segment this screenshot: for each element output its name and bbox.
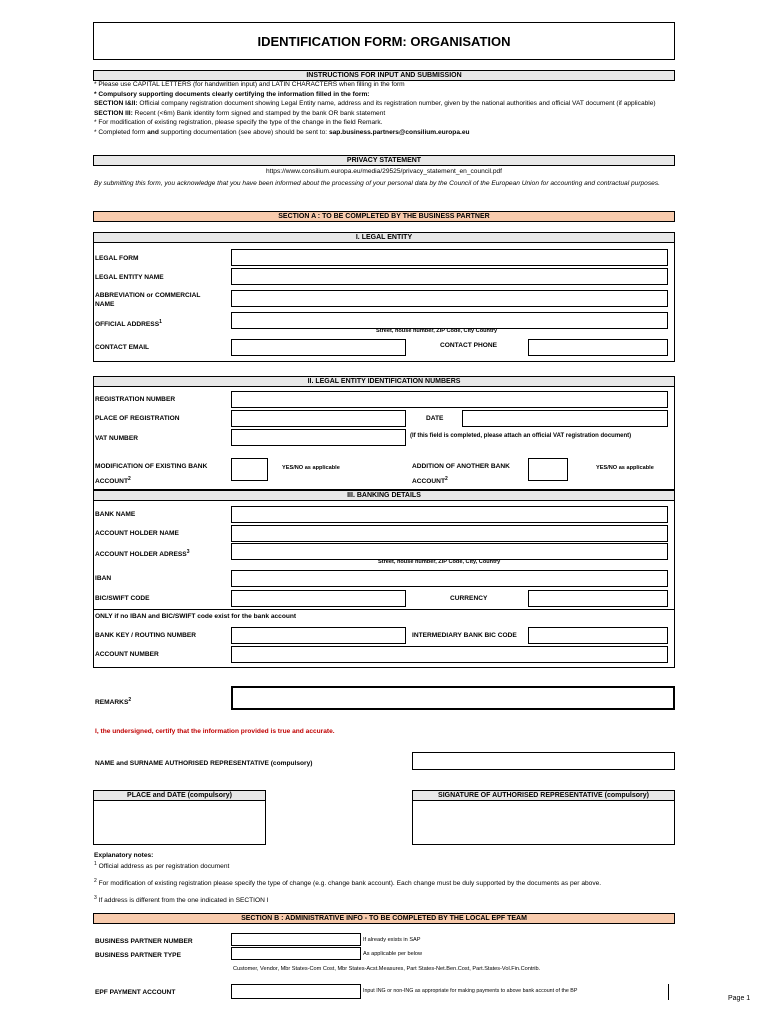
account-holder-name-label: ACCOUNT HOLDER NAME [95, 530, 179, 537]
bank-name-input[interactable] [231, 506, 668, 523]
legal-entity-name-input[interactable] [231, 268, 668, 285]
bp-number-input[interactable] [231, 933, 361, 946]
instruction-line-6-a: * Completed form [94, 128, 148, 136]
epf-account-label: EPF PAYMENT ACCOUNT [95, 989, 176, 996]
certify-statement: I, the undersigned, certify that the information provided is true and accurate. [95, 728, 335, 735]
date-label: DATE [426, 415, 444, 422]
addition-text: ADDITION OF ANOTHER BANK ACCOUNT [412, 463, 510, 486]
page-number: Page 1 [728, 995, 751, 1002]
instruction-line-4-text: Recent (<6m) Bank identity form signed and stamped by the bank OR bank statement [132, 109, 386, 117]
modification-text: MODIFICATION OF EXISTING BANK ACCOUNT [95, 463, 208, 486]
bp-type-input[interactable] [231, 947, 361, 960]
epf-account-input[interactable] [231, 984, 361, 999]
instruction-line-2: * Compulsory supporting documents clearly certifying the information filled in the form: [94, 90, 370, 98]
modification-input[interactable] [231, 458, 268, 481]
registration-number-label: REGISTRATION NUMBER [95, 396, 176, 403]
instruction-line-5: * For modification of existing registration, please specify the type of the change in the field Remark. [94, 119, 383, 126]
note-1 [94, 861, 229, 870]
vat-hint: (If this field is completed, please attach an official VAT registration document) [410, 433, 632, 439]
addition-sup: 2 [444, 476, 448, 482]
note-3 [94, 895, 269, 904]
bank-address-hint: Street, house number, ZIP Code, City, Country [378, 559, 501, 565]
note-3-text: If address is different from the one indicated in SECTION I [96, 897, 269, 905]
privacy-text: By submitting this form, you acknowledge that you have been informed about the processing of your personal data by the Council of the European Union for accounting and contractual purposes. [94, 180, 660, 187]
remarks-input[interactable] [231, 686, 675, 710]
instruction-line-4-bold: SECTION III: [94, 109, 133, 117]
legal-entity-name-label: LEGAL ENTITY NAME [95, 274, 164, 281]
registration-number-input[interactable] [231, 391, 668, 408]
addition-input[interactable] [528, 458, 568, 481]
signature-label: SIGNATURE OF AUTHORISED REPRESENTATIVE (compulsory) [412, 790, 675, 801]
place-date-label: PLACE and DATE (compulsory) [93, 790, 266, 801]
account-holder-address-label [95, 548, 190, 559]
instruction-line-4 [94, 109, 674, 119]
instructions-heading: INSTRUCTIONS FOR INPUT AND SUBMISSION [93, 70, 675, 81]
bp-number-label: BUSINESS PARTNER NUMBER [95, 938, 193, 945]
official-address-label [95, 318, 162, 329]
page-title: IDENTIFICATION FORM: ORGANISATION [93, 22, 675, 60]
currency-label: CURRENCY [450, 595, 488, 602]
bic-label: BIC/SWIFT CODE [95, 595, 150, 602]
currency-input[interactable] [528, 590, 668, 607]
legal-entity-heading: I. LEGAL ENTITY [93, 232, 675, 243]
name-surname-input[interactable] [412, 752, 675, 770]
note-2 [94, 878, 601, 887]
instruction-line-6-b: supporting documentation (see above) should be sent to: [158, 128, 329, 136]
account-holder-name-input[interactable] [231, 525, 668, 542]
instruction-line-6-and: and [147, 128, 159, 136]
official-address-text: OFFICIAL ADDRESS [95, 321, 160, 329]
bic-input[interactable] [231, 590, 406, 607]
note-3-sup: 3 [94, 895, 97, 901]
remarks-label [95, 696, 131, 707]
contact-email-label: CONTACT EMAIL [95, 344, 150, 351]
instruction-line-1: * Please use CAPITAL LETTERS (for handwritten input) and LATIN CHARACTERS when filling in the form [94, 81, 405, 88]
legal-form-input[interactable] [231, 249, 668, 266]
abbreviation-input[interactable] [231, 290, 668, 307]
contact-email-link[interactable]: sap.business.partners@consilium.europa.eu [328, 128, 470, 136]
vat-number-label: VAT NUMBER [95, 435, 138, 442]
note-2-text: For modification of existing registration please specify the type of change (e.g. change bank account). Each change must be duly supported by the documents as per above. [96, 880, 602, 888]
intermediary-input[interactable] [528, 627, 668, 644]
instruction-line-6 [94, 128, 674, 138]
instruction-line-3-bold: SECTION I&II: [94, 100, 138, 107]
account-number-input[interactable] [231, 646, 668, 663]
modification-yes-no-hint: YES/NO as applicable [282, 465, 340, 471]
remarks-text: REMARKS [95, 699, 129, 707]
privacy-url[interactable]: https://www.consilium.europa.eu/media/29525/privacy_statement_en_council.pdf [265, 168, 503, 175]
legal-form-label: LEGAL FORM [95, 255, 139, 262]
contact-phone-input[interactable] [528, 339, 668, 356]
addition-yes-no-hint: YES/NO as applicable [596, 465, 654, 471]
account-holder-address-sup: 3 [186, 549, 190, 555]
contact-email-input[interactable] [231, 339, 406, 356]
identification-heading: II. LEGAL ENTITY IDENTIFICATION NUMBERS [93, 376, 675, 387]
bp-types-list: Customer, Vendor, Mbr States-Com Cost, Mbr States-Acst.Measures, Part States-Net.Ben.Cost, Part.States-Vol.Fin.Contrib. [233, 966, 541, 972]
epf-right-border [668, 984, 669, 1000]
place-of-registration-input[interactable] [231, 410, 406, 427]
official-address-input[interactable] [231, 312, 668, 329]
intermediary-label: INTERMEDIARY BANK BIC CODE [412, 632, 517, 639]
name-surname-label: NAME and SURNAME AUTHORISED REPRESENTATIVE (compulsory) [95, 760, 313, 767]
notes-heading: Explanatory notes: [94, 852, 154, 859]
official-address-sup: 1 [159, 319, 162, 325]
remarks-sup: 2 [128, 697, 132, 703]
addition-label [412, 461, 527, 488]
note-1-text: Official address as per registration document [96, 863, 230, 871]
modification-sup: 2 [127, 476, 131, 482]
note-2-sup: 2 [94, 878, 97, 884]
section-a-heading: SECTION A : TO BE COMPLETED BY THE BUSINESS PARTNER [93, 211, 675, 222]
iban-label: IBAN [95, 575, 112, 582]
bank-key-label: BANK KEY / ROUTING NUMBER [95, 632, 196, 639]
account-holder-address-input[interactable] [231, 543, 668, 560]
bp-number-hint: If already exists in SAP [363, 937, 421, 943]
official-address-hint: Street, house number, ZIP Code, City Country [376, 328, 498, 334]
note-1-sup: 1 [94, 861, 97, 867]
registration-date-input[interactable] [462, 410, 668, 427]
iban-input[interactable] [231, 570, 668, 587]
modification-label [95, 461, 220, 488]
account-number-label: ACCOUNT NUMBER [95, 651, 159, 658]
account-holder-address-text: ACCOUNT HOLDER ADRESS [95, 551, 187, 559]
vat-number-input[interactable] [231, 429, 406, 446]
bank-name-label: BANK NAME [95, 511, 136, 518]
banking-heading: III. BANKING DETAILS [93, 490, 675, 501]
only-if-note: ONLY if no IBAN and BIC/SWIFT code exist for the bank account [95, 613, 297, 620]
bank-key-input[interactable] [231, 627, 406, 644]
bp-type-label: BUSINESS PARTNER TYPE [95, 952, 181, 959]
contact-phone-label: CONTACT PHONE [440, 342, 498, 349]
instructions-block [94, 80, 674, 137]
privacy-heading: PRIVACY STATEMENT [93, 155, 675, 166]
instruction-line-3 [94, 99, 674, 109]
abbreviation-label: ABBREVIATION or COMMERCIAL NAME [95, 292, 201, 308]
instruction-line-3-text: Official company registration document showing Legal Entity name, address and its registration number, given by the national authorities and official VAT document (if applicable) [137, 100, 656, 107]
bp-type-hint: As applicable per below [363, 951, 423, 957]
place-of-registration-label: PLACE OF REGISTRATION [95, 415, 180, 422]
epf-account-hint: Input ING or non-ING as appropriate for making payments to above bank account of the BP [363, 988, 578, 994]
section-b-heading: SECTION B : ADMINISTRATIVE INFO - TO BE COMPLETED BY THE LOCAL EPF TEAM [93, 913, 675, 924]
banking-divider [93, 609, 675, 610]
